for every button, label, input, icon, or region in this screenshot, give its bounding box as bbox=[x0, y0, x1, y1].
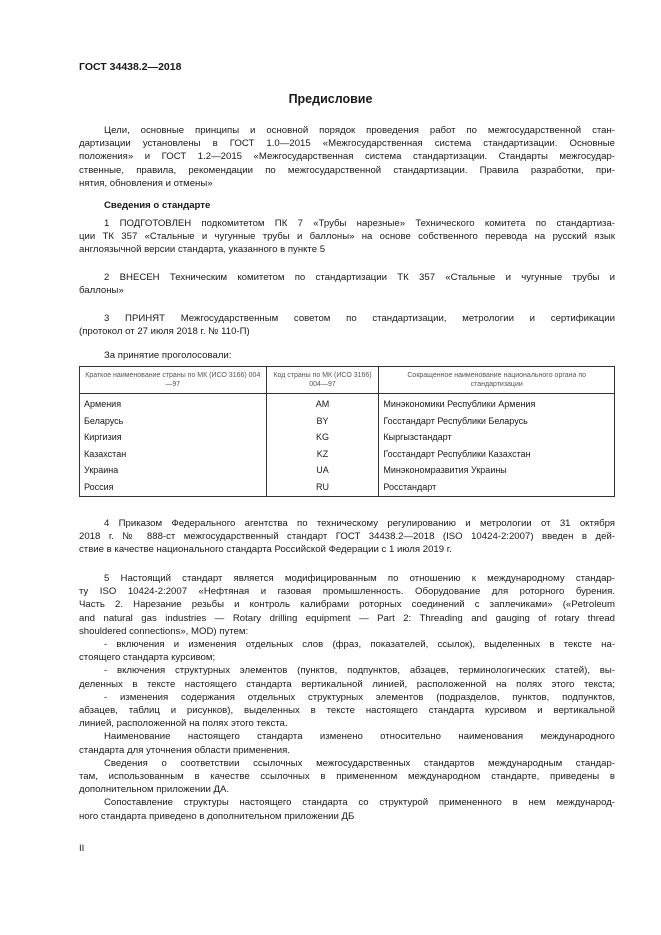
item-1-paragraph bbox=[79, 217, 615, 257]
section-heading: Сведения о стандарте bbox=[104, 200, 211, 211]
page-title: Предисловие bbox=[288, 92, 373, 106]
text-line: Сведения о соответствии ссылочных межгосударственных стандартов международным стандар- bbox=[104, 757, 615, 769]
country-cell: Казахстан bbox=[84, 448, 127, 459]
item-2-paragraph bbox=[79, 271, 615, 297]
table-row bbox=[80, 446, 615, 463]
agency-cell: Госстандарт Республики Казахстан bbox=[379, 446, 615, 463]
text-line: 2018 г. № 888-ст межгосударственный стандарт ГОСТ 34438.2—2018 (ISO 10424-2:2007) введен в дей- bbox=[79, 531, 615, 543]
text-line: - изменения содержания отдельных структурных элементов (подразделов, пунктов, подпунктов, bbox=[104, 691, 615, 703]
text-line: 1 ПОДГОТОВЛЕН подкомитетом ПК 7 «Трубы нарезные» Технического комитета по стандартиза- bbox=[104, 218, 615, 229]
code-cell: BY bbox=[266, 413, 379, 430]
table-row bbox=[80, 462, 615, 479]
text-line: Наименование настоящего стандарта изменено относительно наименования международного bbox=[104, 731, 615, 743]
text-line: стандарта для уточнения области применения. bbox=[79, 744, 290, 756]
voted-label: За принятие проголосовали: bbox=[104, 350, 232, 361]
text-line: баллоны» bbox=[79, 285, 124, 297]
text-line: линией, расположенной на полях этого текста. bbox=[79, 718, 288, 730]
agency-cell: Госстандарт Республики Беларусь bbox=[379, 413, 615, 430]
text-line: Цели, основные принципы и основной порядок проведения работ по межгосударственной стан- bbox=[104, 125, 615, 136]
column-header-code: Код страны по МК (ИСО 3166) 004—97 bbox=[266, 367, 379, 394]
text-line: стоящего стандарта курсивом; bbox=[79, 652, 216, 664]
table-row bbox=[80, 394, 615, 413]
document-code-header: ГОСТ 34438.2—2018 bbox=[79, 61, 182, 73]
country-cell: Беларусь bbox=[84, 415, 124, 426]
text-line: 5 Настоящий стандарт является модифицированным по отношению к международному стандар- bbox=[104, 573, 615, 584]
text-line: деленных в тексте настоящего стандарта вертикальной линией, расположенной на полях этого текста; bbox=[79, 678, 615, 690]
table-row bbox=[80, 479, 615, 496]
table-header-row bbox=[80, 367, 615, 394]
text-line: абзацев, таблиц и рисунков), выделенных в тексте настоящего стандарта курсивом и вертикальной bbox=[79, 705, 615, 717]
text-line: 4 Приказом Федерального агентства по техническому регулированию и метрологии от 31 октября bbox=[104, 518, 615, 529]
item-3-paragraph bbox=[79, 312, 615, 338]
column-header-agency: Сокращенное наименование национального органа по стандартизации bbox=[379, 367, 615, 394]
text-line: ствие в качестве национального стандарта Российской Федерации с 1 июля 2019 г. bbox=[79, 544, 452, 556]
text-line: дартизации установлены в ГОСТ 1.0—2015 «Межгосударственная система стандартизации. Основные bbox=[79, 138, 615, 150]
text-line: Сопоставление структуры настоящего стандарта со структурой примененного в нем международ- bbox=[104, 797, 615, 809]
text-line: ного стандарта приведено в дополнительном приложении ДБ bbox=[79, 810, 355, 822]
text-line: ственные, правила, рекомендации по межгосударственной стандартизации. Правила разработки, при- bbox=[79, 164, 615, 176]
country-cell: Россия bbox=[84, 481, 114, 492]
item-4-paragraph bbox=[79, 517, 615, 557]
agency-cell: Минэкономики Республики Армения bbox=[379, 394, 615, 413]
code-cell: KZ bbox=[266, 446, 379, 463]
text-line: - включения и изменения отдельных слов (фраз, показателей, ссылок), выделенных в тексте на- bbox=[104, 639, 615, 651]
agency-cell: Росстандарт bbox=[379, 479, 615, 496]
column-header-country: Краткое наименование страны по МК (ИСО 3166) 004—97 bbox=[80, 367, 267, 394]
text-line: англоязычной версии стандарта, указанного в пункте 5 bbox=[79, 244, 326, 256]
text-line: нятия, обновления и отмены» bbox=[79, 177, 213, 189]
country-cell: Армения bbox=[84, 399, 122, 409]
table-row bbox=[80, 429, 615, 446]
text-line: ту ISO 10424-2:2007 «Нефтяная и газовая промышленность. Оборудование для роторного бурения. bbox=[79, 586, 615, 598]
text-line: and natural gas industries — Rotary drilling equipment — Part 2: Threading and gauging of rotary thread bbox=[79, 612, 615, 624]
agency-cell: Кыргызстандарт bbox=[379, 429, 615, 446]
intro-paragraph bbox=[79, 124, 615, 190]
text-line: ции ТК 357 «Стальные и чугунные трубы и баллоны» на основе собственного перевода на русский язык bbox=[79, 231, 615, 243]
text-line: - включения структурных элементов (пунктов, подпунктов, абзацев, терминологических статей), вы- bbox=[104, 665, 615, 677]
voting-table bbox=[79, 366, 615, 497]
text-line: дополнительном приложении ДА. bbox=[79, 784, 230, 796]
page-number: II bbox=[79, 843, 85, 854]
text-line: (протокол от 27 июля 2018 г. № 110-П) bbox=[79, 326, 250, 338]
text-line: Часть 2. Нарезание резьбы и контроль калибрами роторных соединений с заплечиками» («Petroleum bbox=[79, 599, 615, 611]
text-line: 3 ПРИНЯТ Межгосударственным советом по стандартизации, метрологии и сертификации bbox=[104, 313, 615, 324]
text-line: 2 ВНЕСЕН Техническим комитетом по стандартизации ТК 357 «Стальные и чугунные трубы и bbox=[104, 272, 615, 283]
item-5-paragraph bbox=[79, 572, 615, 823]
code-cell: KG bbox=[266, 429, 379, 446]
code-cell: RU bbox=[266, 479, 379, 496]
country-cell: Украина bbox=[84, 465, 119, 476]
code-cell: UA bbox=[266, 462, 379, 479]
text-line: положения» и ГОСТ 1.2—2015 «Межгосударственная система стандартизации. Стандарты межгосудар- bbox=[79, 151, 615, 163]
table-row bbox=[80, 413, 615, 430]
text-line: shouldered connections», MOD) путем: bbox=[79, 625, 249, 637]
text-line: там, использованным в качестве ссылочных в примененном международном стандарте, приведены в bbox=[79, 771, 615, 783]
country-cell: Киргизия bbox=[84, 432, 122, 443]
code-cell: AM bbox=[266, 394, 379, 413]
agency-cell: Минэкономразвития Украины bbox=[379, 462, 615, 479]
